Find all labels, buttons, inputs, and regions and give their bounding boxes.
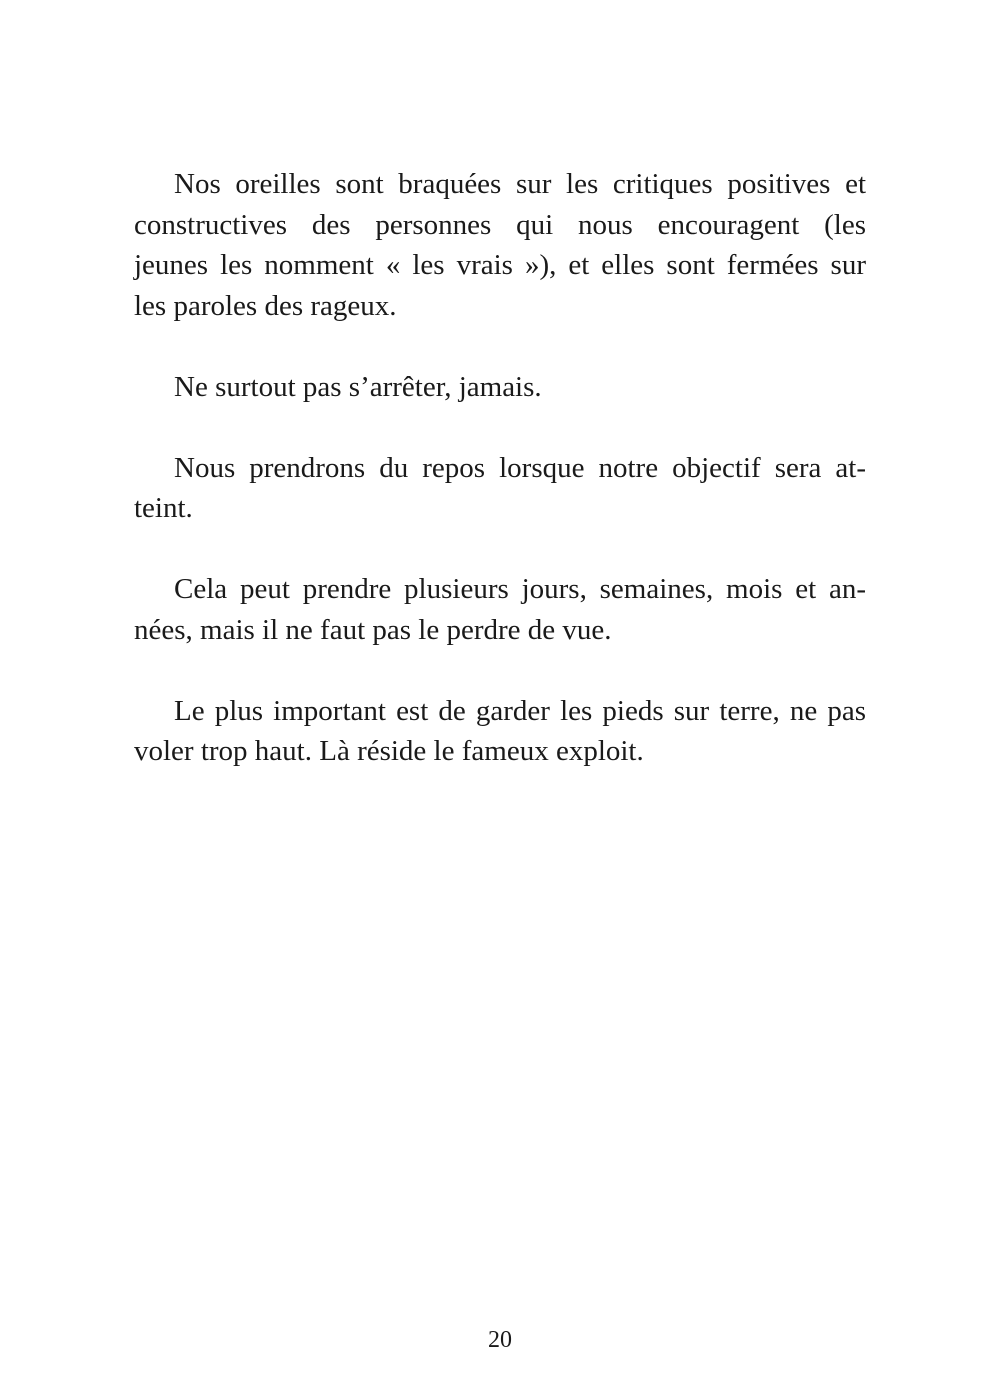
- paragraph-2: [134, 367, 866, 408]
- paragraph-5: [134, 691, 866, 772]
- text-line: Nos oreilles sont braquées sur les critiques positives et: [174, 168, 866, 200]
- paragraph-3: [134, 448, 866, 529]
- text-line: Ne surtout pas s’arrêter, jamais.: [174, 370, 542, 403]
- body-text: [134, 164, 866, 812]
- page-number: 20: [488, 1327, 512, 1353]
- text-line: Nous prendrons du repos lorsque notre objectif sera at-: [174, 451, 866, 484]
- text-line: jeunes les nomment « les vrais »), et elles sont fermées sur: [134, 249, 866, 281]
- text-line: teint.: [134, 492, 193, 524]
- paragraph-1: [134, 164, 866, 326]
- paragraph-4: [134, 569, 866, 650]
- text-line: Le plus important est de garder les pieds sur terre, ne pas: [174, 694, 866, 727]
- text-line: les paroles des rageux.: [134, 289, 397, 322]
- text-line: constructives des personnes qui nous encouragent (les: [134, 208, 866, 241]
- text-line: nées, mais il ne faut pas le perdre de vue.: [134, 613, 612, 646]
- text-line: voler trop haut. Là réside le fameux exploit.: [134, 735, 644, 767]
- text-line: Cela peut prendre plusieurs jours, semaines, mois et an-: [174, 573, 866, 605]
